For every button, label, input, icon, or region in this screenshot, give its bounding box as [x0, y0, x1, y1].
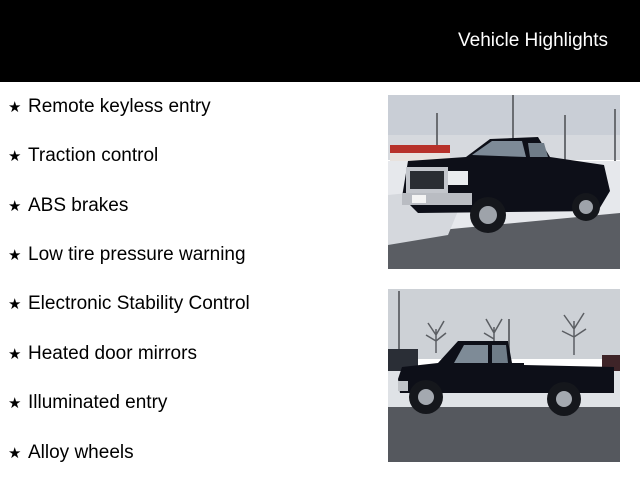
feature-label: Electronic Stability Control [28, 293, 250, 314]
vehicle-photo-side[interactable] [388, 289, 620, 462]
feature-label: Traction control [28, 145, 159, 166]
feature-item [8, 391, 167, 415]
star-icon: ★ [8, 198, 22, 215]
star-icon: ★ [8, 346, 22, 363]
feature-item [8, 95, 211, 119]
feature-item [8, 243, 246, 267]
vehicle-photo-front[interactable] [388, 95, 620, 269]
feature-label: Remote keyless entry [28, 96, 211, 117]
page-title: Vehicle Highlights [458, 30, 608, 51]
feature-item [8, 194, 128, 218]
truck-side-image [388, 289, 620, 462]
star-icon: ★ [8, 99, 22, 116]
star-icon: ★ [8, 395, 22, 412]
feature-label: ABS brakes [28, 195, 129, 216]
header-bar [0, 0, 640, 82]
truck-front-image [388, 95, 620, 269]
feature-item [8, 441, 134, 465]
star-icon: ★ [8, 148, 22, 165]
star-icon: ★ [8, 296, 22, 313]
star-icon: ★ [8, 247, 22, 264]
feature-item [8, 144, 158, 168]
feature-label: Heated door mirrors [28, 343, 197, 364]
feature-label: Low tire pressure warning [28, 244, 246, 265]
feature-item [8, 292, 250, 316]
star-icon: ★ [8, 445, 22, 462]
feature-label: Illuminated entry [28, 392, 168, 413]
feature-label: Alloy wheels [28, 442, 134, 463]
feature-item [8, 342, 197, 366]
